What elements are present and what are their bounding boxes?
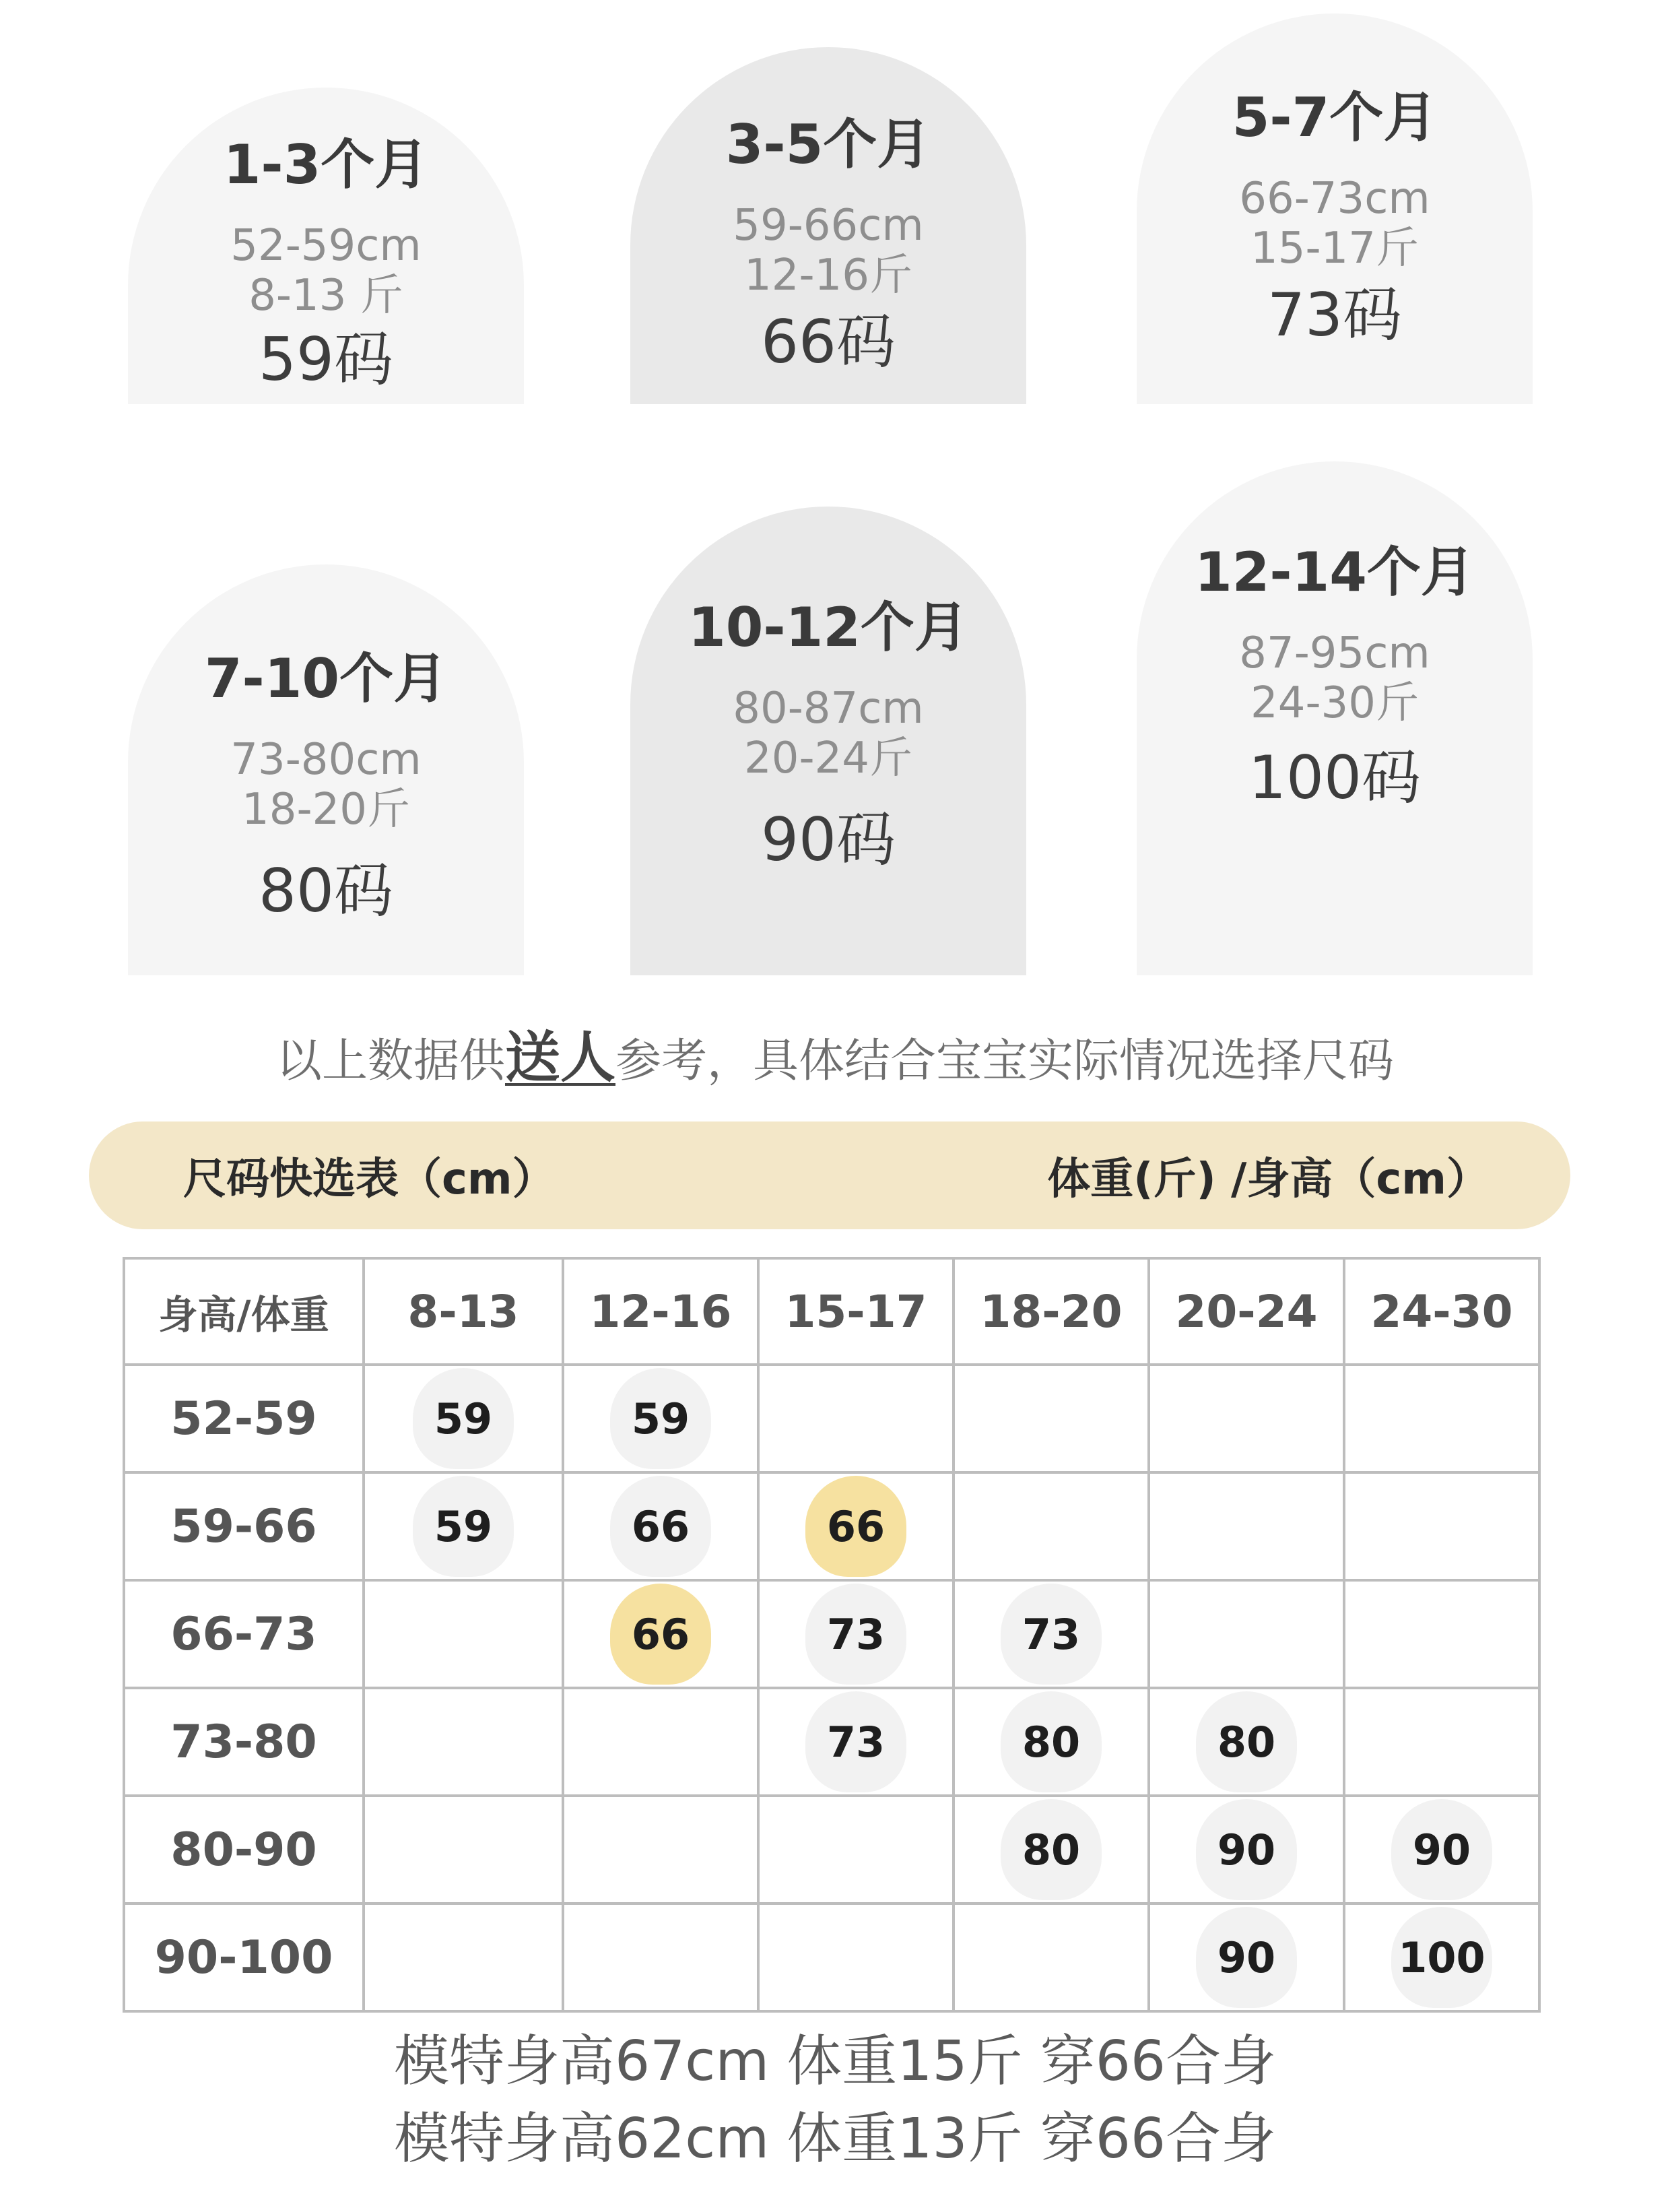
size-badge: 80 bbox=[1001, 1799, 1102, 1900]
size-badge: 80 bbox=[1196, 1691, 1297, 1792]
table-cell bbox=[758, 1580, 954, 1688]
table-cell bbox=[364, 1688, 563, 1796]
card-weight: 20-24斤 bbox=[744, 733, 912, 783]
table-cell bbox=[758, 1796, 954, 1904]
table-cell bbox=[563, 1688, 758, 1796]
table-cell bbox=[954, 1796, 1149, 1904]
table-row bbox=[124, 1365, 1539, 1472]
table-cell bbox=[1149, 1365, 1344, 1472]
table-cell bbox=[954, 1904, 1149, 2011]
table-cell bbox=[364, 1580, 563, 1688]
card-age: 5-7个月 bbox=[1232, 86, 1438, 149]
table-cell bbox=[758, 1688, 954, 1796]
size-badge-highlighted: 66 bbox=[610, 1584, 711, 1685]
size-badge: 73 bbox=[1001, 1584, 1102, 1685]
size-badge: 90 bbox=[1196, 1907, 1297, 2008]
column-header: 8-13 bbox=[364, 1258, 563, 1365]
table-cell bbox=[1149, 1796, 1344, 1904]
table-cell bbox=[364, 1796, 563, 1904]
table-cell bbox=[954, 1580, 1149, 1688]
banner-title: 尺码快选表（cm） bbox=[183, 1154, 556, 1204]
table-row bbox=[124, 1472, 1539, 1580]
card-height: 66-73cm bbox=[1239, 174, 1430, 224]
table-cell bbox=[563, 1365, 758, 1472]
card-age: 3-5个月 bbox=[725, 113, 931, 176]
column-header: 15-17 bbox=[758, 1258, 954, 1365]
banner-axis-label: 体重(斤) /身高（cm） bbox=[1047, 1154, 1490, 1204]
card-height: 80-87cm bbox=[733, 684, 924, 734]
card-age: 1-3个月 bbox=[223, 133, 429, 196]
note-text-before: 以上数据供 bbox=[275, 1035, 505, 1088]
card-height: 52-59cm bbox=[230, 221, 422, 271]
table-cell bbox=[563, 1796, 758, 1904]
column-header: 20-24 bbox=[1149, 1258, 1344, 1365]
row-header: 59-66 bbox=[124, 1472, 364, 1580]
table-cell bbox=[1149, 1688, 1344, 1796]
card-weight: 15-17斤 bbox=[1250, 223, 1419, 273]
note-text-after: 参考，具体结合宝宝实际情况选择尺码 bbox=[615, 1035, 1395, 1088]
card-height: 59-66cm bbox=[733, 201, 924, 251]
table-cell bbox=[364, 1904, 563, 2011]
size-badge: 100 bbox=[1391, 1907, 1492, 2008]
size-badge-highlighted: 66 bbox=[805, 1476, 906, 1577]
card-age: 10-12个月 bbox=[688, 596, 968, 659]
note-emphasis: 送人 bbox=[504, 1026, 615, 1090]
table-cell bbox=[758, 1904, 954, 2011]
table-cell bbox=[1149, 1472, 1344, 1580]
table-cell bbox=[1344, 1796, 1539, 1904]
column-header: 24-30 bbox=[1344, 1258, 1539, 1365]
table-cell bbox=[563, 1904, 758, 2011]
table-cell bbox=[954, 1688, 1149, 1796]
size-badge: 73 bbox=[805, 1691, 906, 1792]
card-height: 87-95cm bbox=[1239, 628, 1430, 678]
column-header: 12-16 bbox=[563, 1258, 758, 1365]
card-age: 12-14个月 bbox=[1195, 541, 1475, 604]
card-size-code: 66码 bbox=[761, 307, 896, 377]
card-weight: 12-16斤 bbox=[744, 250, 912, 300]
size-badge: 59 bbox=[610, 1368, 711, 1469]
size-badge: 80 bbox=[1001, 1691, 1102, 1792]
table-cell bbox=[364, 1472, 563, 1580]
table-cell bbox=[1344, 1365, 1539, 1472]
size-card bbox=[128, 564, 524, 975]
quick-size-banner bbox=[89, 1121, 1570, 1229]
table-cell bbox=[1344, 1688, 1539, 1796]
size-card bbox=[128, 88, 524, 404]
card-weight: 8-13 斤 bbox=[248, 270, 403, 321]
row-header: 90-100 bbox=[124, 1904, 364, 2011]
column-header: 18-20 bbox=[954, 1258, 1149, 1365]
card-height: 73-80cm bbox=[230, 735, 422, 785]
card-age: 7-10个月 bbox=[204, 647, 448, 710]
table-cell bbox=[1149, 1904, 1344, 2011]
card-weight: 18-20斤 bbox=[242, 784, 410, 835]
size-card bbox=[1137, 461, 1533, 975]
size-table bbox=[123, 1257, 1541, 2013]
reference-note bbox=[0, 1014, 1670, 1093]
model-note: 模特身高67cm 体重15斤 穿66合身 bbox=[393, 2029, 1277, 2093]
card-weight: 24-30斤 bbox=[1250, 678, 1419, 728]
row-header: 73-80 bbox=[124, 1688, 364, 1796]
row-header: 80-90 bbox=[124, 1796, 364, 1904]
table-cell bbox=[954, 1472, 1149, 1580]
table-cell bbox=[758, 1365, 954, 1472]
table-cell bbox=[563, 1472, 758, 1580]
table-cell bbox=[954, 1365, 1149, 1472]
table-corner-header: 身高/体重 bbox=[124, 1258, 364, 1365]
model-note: 模特身高62cm 体重13斤 穿66合身 bbox=[393, 2107, 1277, 2171]
table-header-row bbox=[124, 1258, 1539, 1365]
table-cell bbox=[1344, 1472, 1539, 1580]
card-size-code: 90码 bbox=[761, 805, 896, 875]
size-badge: 73 bbox=[805, 1584, 906, 1685]
size-card bbox=[1137, 13, 1533, 404]
card-size-code: 100码 bbox=[1248, 743, 1421, 813]
card-size-code: 73码 bbox=[1267, 280, 1402, 350]
table-cell bbox=[563, 1580, 758, 1688]
table-row bbox=[124, 1904, 1539, 2011]
table-cell bbox=[758, 1472, 954, 1580]
size-badge: 59 bbox=[413, 1368, 514, 1469]
size-card bbox=[630, 47, 1026, 404]
table-row bbox=[124, 1688, 1539, 1796]
row-header: 52-59 bbox=[124, 1365, 364, 1472]
row-header: 66-73 bbox=[124, 1580, 364, 1688]
table-cell bbox=[1344, 1904, 1539, 2011]
card-size-code: 59码 bbox=[259, 325, 393, 395]
table-cell bbox=[1344, 1580, 1539, 1688]
table-cell bbox=[364, 1365, 563, 1472]
size-badge: 90 bbox=[1391, 1799, 1492, 1900]
size-card bbox=[630, 507, 1026, 975]
table-row bbox=[124, 1796, 1539, 1904]
size-badge: 90 bbox=[1196, 1799, 1297, 1900]
table-cell bbox=[1149, 1580, 1344, 1688]
size-badge: 66 bbox=[610, 1476, 711, 1577]
card-size-code: 80码 bbox=[259, 856, 393, 926]
size-badge: 59 bbox=[413, 1476, 514, 1577]
table-row bbox=[124, 1580, 1539, 1688]
